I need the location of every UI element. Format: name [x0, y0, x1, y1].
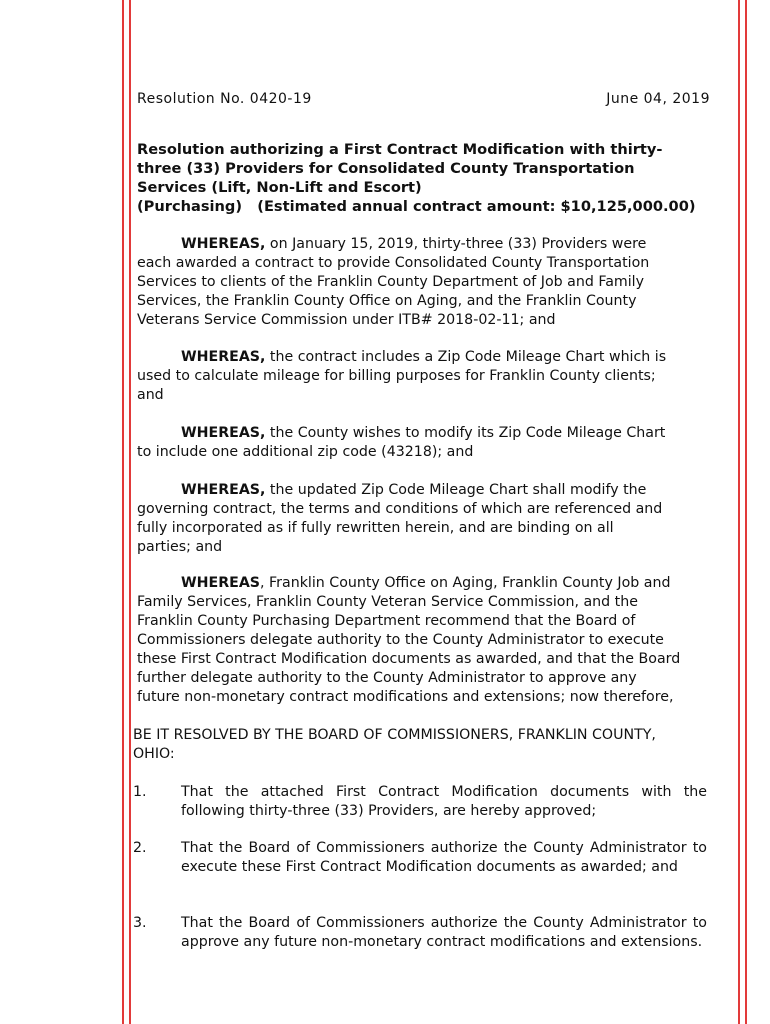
left-margin-line — [122, 0, 124, 1024]
title-line: (Purchasing) (Estimated annual contract amount: $10,125,000.00) — [137, 198, 696, 215]
whereas-lead: WHEREAS, — [181, 482, 266, 498]
whereas-lead: WHEREAS, — [181, 349, 266, 365]
whereas-paragraph — [137, 574, 712, 707]
paragraph-line: Franklin County Purchasing Department recommend that the Board of — [137, 613, 636, 629]
resolution-item-text: That the Board of Commissioners authorize the County Administrator to approve any future non-monetary contract modifications and extensions. — [181, 915, 707, 950]
paragraph-line: Commissioners delegate authority to the County Administrator to execute — [137, 632, 664, 648]
paragraph-line: and — [137, 387, 164, 403]
resolution-title — [137, 140, 696, 216]
whereas-paragraph — [137, 235, 712, 330]
resolved-clause — [133, 726, 656, 764]
paragraph-line: each awarded a contract to provide Consolidated County Transportation — [137, 255, 650, 271]
paragraph-line: to include one additional zip code (43218); and — [137, 444, 474, 460]
resolved-line: BE IT RESOLVED BY THE BOARD OF COMMISSIONERS, FRANKLIN COUNTY, — [133, 727, 656, 743]
paragraph-line: parties; and — [137, 539, 223, 555]
paragraph-line: governing contract, the terms and conditions of which are referenced and — [137, 501, 663, 517]
item-number: 2. — [133, 840, 147, 856]
paragraph-line: used to calculate mileage for billing purposes for Franklin County clients; — [137, 368, 656, 384]
whereas-lead: WHEREAS — [181, 575, 261, 591]
whereas-lead: WHEREAS, — [181, 236, 266, 252]
paragraph-line: Veterans Service Commission under ITB# 2018-02-11; and — [137, 312, 556, 328]
paragraph-line: , Franklin County Office on Aging, Franklin County Job and — [260, 575, 671, 591]
left-margin-line-inner — [129, 0, 131, 1024]
item-number: 1. — [133, 784, 147, 800]
item-number: 3. — [133, 915, 147, 931]
title-line: Resolution authorizing a First Contract Modification with thirty- — [137, 141, 663, 158]
paragraph-line: Family Services, Franklin County Veteran Service Commission, and the — [137, 594, 638, 610]
paragraph-line: the updated Zip Code Mileage Chart shall modify the — [265, 482, 647, 498]
right-margin-line-inner — [738, 0, 740, 1024]
resolution-item-text: That the attached First Contract Modification documents with the following thirty-three (33) Providers, are hereby approved; — [181, 784, 707, 819]
paragraph-line: Services to clients of the Franklin County Department of Job and Family — [137, 274, 645, 290]
paragraph-line: these First Contract Modification documents as awarded, and that the Board — [137, 651, 681, 667]
resolved-line: OHIO: — [133, 746, 175, 762]
title-line: Services (Lift, Non-Lift and Escort) — [137, 179, 422, 196]
whereas-lead: WHEREAS, — [181, 425, 266, 441]
whereas-paragraph — [137, 424, 712, 462]
whereas-paragraph — [137, 348, 712, 405]
paragraph-line: Services, the Franklin County Office on Aging, and the Franklin County — [137, 293, 637, 309]
paragraph-line: the County wishes to modify its Zip Code Mileage Chart — [265, 425, 666, 441]
right-margin-line — [745, 0, 747, 1024]
resolution-date: June 04, 2019 — [606, 91, 710, 107]
resolution-item-text: That the Board of Commissioners authorize the County Administrator to execute these First Contract Modification documents as awarded; and — [181, 840, 707, 875]
paragraph-line: on January 15, 2019, thirty-three (33) Providers were — [265, 236, 647, 252]
paragraph-line: future non-monetary contract modifications and extensions; now therefore, — [137, 689, 674, 705]
paragraph-line: further delegate authority to the County Administrator to approve any — [137, 670, 637, 686]
whereas-paragraph — [137, 481, 712, 557]
resolution-number: Resolution No. 0420-19 — [137, 91, 312, 107]
title-line: three (33) Providers for Consolidated County Transportation — [137, 160, 635, 177]
paragraph-line: fully incorporated as if fully rewritten herein, and are binding on all — [137, 520, 614, 536]
paragraph-line: the contract includes a Zip Code Mileage Chart which is — [265, 349, 667, 365]
